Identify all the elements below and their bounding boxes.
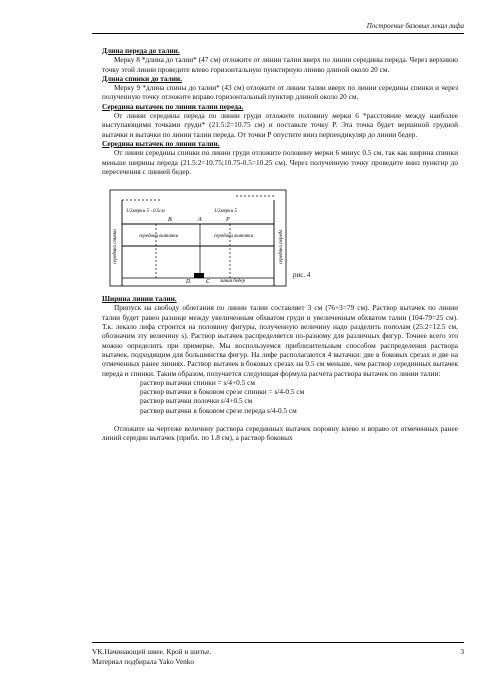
page-number: 3 <box>460 647 464 656</box>
formula-item: раствор вытачки в боковом срезе переда s/4-0.5 см <box>140 405 297 415</box>
formula-item: раствор вытачки спинки = s/4+0.5 см <box>140 377 255 387</box>
label-mark-right: 1/2мерки 5 <box>214 209 237 215</box>
figure-4 <box>102 186 458 290</box>
point-c: С <box>206 279 211 286</box>
footer-rule <box>92 642 464 643</box>
section-title-front-dart: Середина вытачек по линии талии переда. <box>102 101 244 111</box>
label-mark-left: 1/2мерки 5 - 0.5см <box>126 209 165 215</box>
figure-caption: рис. 4 <box>293 271 311 280</box>
section-title-waist: Ширина линии талии. <box>102 294 177 304</box>
paragraph-front-length: Мерку 8 *длина до талии* (47 см) отложите от линии талии вверх по линии середины переда. Через верхнюю точку этой линии проведите влево горизонтальную пунктирную линию длиной около 20 см. <box>102 55 458 74</box>
point-a: А <box>198 217 202 224</box>
point-d: D <box>186 279 191 286</box>
paragraph-back-length: Мерку 9 *длина спины до талии* (43 см) отложите от линии талии вверх по линии середины спинки и через полученную точку отложите вправо горизонтальный пунктир длиной около 20 см. <box>102 83 458 102</box>
footer-line-2: Материал подбирала Yako Venko <box>92 657 195 666</box>
pattern-drawing <box>102 186 302 290</box>
paragraph-front-dart: От линии середины переда по линии груди отложите половину мерки 6 *расстояние между наиболее выступающими точками груди* (21.5:2=10.75 см) и поставьте точку Р. Эта точка будет вершиной грудной вытачки и вытачки по линии талии переда. От точки Р опустите вниз перпендикуляр до линии бедер. <box>102 111 458 139</box>
header-rule <box>92 33 464 34</box>
paragraph-waist: Припуск на свободу облегания по линии талии составляет 3 см (76+3=79 см). Раствор вытачек по линии талии будет равен разнице между увеличенным обхватом груди и увеличенным обхватом талии (104-79=25 см). Т.к. лекало лифа строится на половину фигуры, полученную величину надо разделить пополам (25:2=12.5 см, обозначим эту величину s). Раствор вытачек распределяется по-разному для различных фигур. Точнее всего это можно определить при примерке. Мы воспользуемся приблизительным способом распределения раствора вытачек, подходящим для большинства фигур. На лифе располагаются 4 вытачки: две в боковых срезах и две на отмеченных ранее линиях. Раствор вытачек в боковых срезах на 0.5 см меньше, чем раствор серединных вытачек переда и спинки. Таким образом, получается следующая формула расчета раствора вытачек по линии талии: <box>102 303 458 378</box>
paragraph-back-dart: От линии середины спинки по линии груди отложите половину мерки 6 минус 0.5 см, так как ширина спинки меньше ширины переда (21.5:2=10.75;10.75-0.5=10.25 см). Через полученную точку проведите вниз пунктир до пересечения с линией бедер. <box>102 148 458 176</box>
point-b: В <box>168 217 172 224</box>
formula-item: раствор вытачки полочки s/4+0.5 см <box>140 396 253 406</box>
point-p: Р <box>226 217 230 224</box>
footer-line-1: VK.Начинающей швее. Крой и шитье. <box>92 647 212 656</box>
label-back-center: середина спинки <box>113 229 118 265</box>
label-back-dart: середина вытачки <box>139 234 179 240</box>
label-front-center: середина переда <box>279 229 284 265</box>
label-hip-line: линия бедер <box>220 279 246 285</box>
formula-list <box>140 378 458 415</box>
running-header: Построение базовых лекал лифа <box>366 22 464 30</box>
section-title-back-dart: Середина вытачек по линии талии. <box>102 138 220 148</box>
section-title-front-length: Длина переда до талии. <box>102 46 180 55</box>
label-front-dart: середина вытачки <box>214 234 254 240</box>
formula-item: раствор вытачки в боковом срезе спинки = s/4-0.5 см <box>140 387 305 397</box>
paragraph-last: Отложите на чертеже величину раствора серединных вытачек поровну влево и вправо от отмеченных ранее линий середин вытачек (прибл. по 1.8 см), а раствор боковых <box>102 424 458 443</box>
document-body <box>102 46 458 443</box>
section-title-back-length: Длина спинки до талии. <box>102 73 182 83</box>
